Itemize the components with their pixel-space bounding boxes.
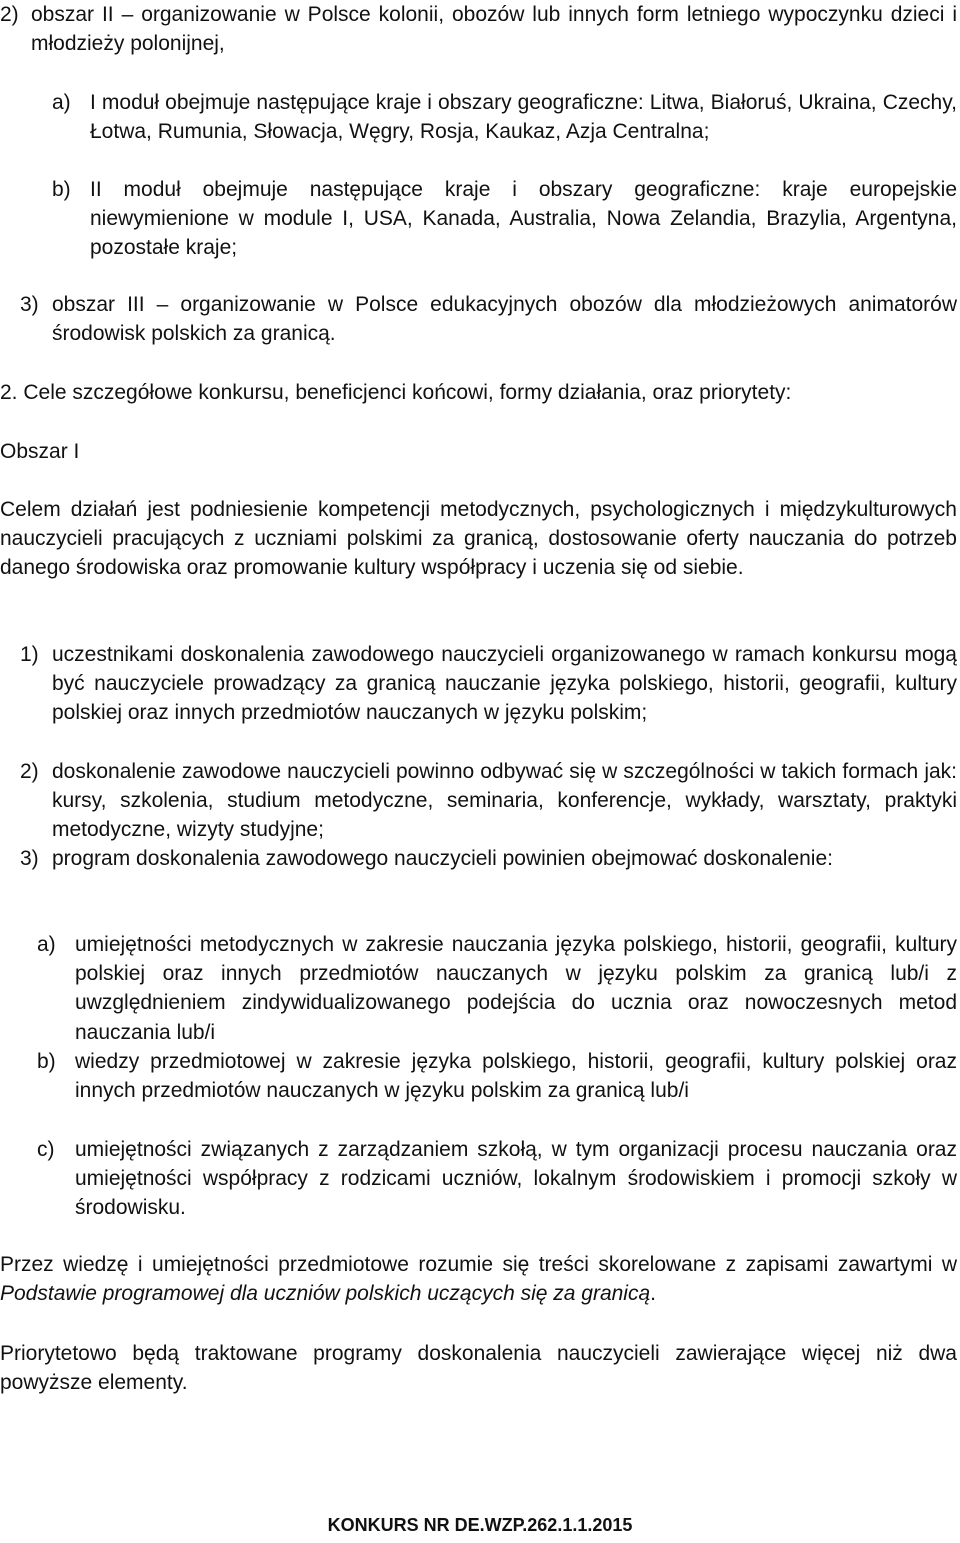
numbered-item-1	[20, 640, 957, 728]
numbered-item-3-number: 3)	[20, 847, 39, 870]
numbered-item-2-number: 2)	[20, 760, 39, 783]
section-2-heading: 2. Cele szczegółowe konkursu, beneficjenci końcowi, formy działania, oraz priorytety:	[0, 381, 792, 404]
lettered-item-b-letter: b)	[37, 1050, 56, 1073]
lettered-item-b-text: wiedzy przedmiotowej w zakresie języka polskiego, historii, geografii, kultury polskiej oraz innych przedmiotów nauczanych w języku polskim za granicą lub/i	[75, 1050, 957, 1103]
numbered-item-2-text: doskonalenie zawodowe nauczycieli powinno odbywać się w szczególności w takich formach jak: kursy, szkolenia, studium metodyczne, seminaria, konferencje, wykłady, warsztaty, praktyki metodyczne, wizyty studyjne;	[52, 760, 957, 842]
podstawa-programowa-title: Podstawie programowej dla uczniów polskich uczących się za granicą	[0, 1282, 651, 1306]
priorytet-paragraph: Priorytetowo będą traktowane programy doskonalenia nauczycieli zawierające więcej niż dwa powyższe elementy.	[0, 1342, 957, 1395]
numbered-item-1-text: uczestnikami doskonalenia zawodowego nauczycieli organizowanego w ramach konkursu mogą być nauczyciele prowadzący za granicą nauczanie języka polskiego, historii, geografii, kultury polskiej oraz innych przedmiotów nauczanych w języku polskim;	[52, 643, 957, 725]
obszar-2-item	[0, 0, 957, 58]
numbered-item-3	[20, 844, 957, 873]
obszar-2-text: obszar II – organizowanie w Polsce kolonii, obozów lub innych form letniego wypoczynku dzieci i młodzieży polonijnej,	[31, 3, 957, 56]
obszar-2-number: 2)	[0, 3, 19, 26]
przez-text-after: .	[650, 1282, 656, 1306]
footer-contest-number: KONKURS NR DE.WZP.262.1.1.2015	[327, 1515, 633, 1535]
numbered-item-2	[20, 757, 957, 845]
obszar-3-item	[20, 290, 957, 348]
item-a-letter: a)	[52, 91, 71, 114]
lettered-item-b	[37, 1047, 957, 1105]
item-b-letter: b)	[52, 178, 71, 201]
obszar-2-item-a	[52, 88, 957, 146]
lettered-item-c	[37, 1135, 957, 1223]
item-a-text: I moduł obejmuje następujące kraje i obszary geograficzne: Litwa, Białoruś, Ukraina, Czechy, Łotwa, Rumunia, Słowacja, Węgry, Rosja, Kaukaz, Azja Centralna;	[90, 91, 957, 144]
lettered-item-c-letter: c)	[37, 1138, 55, 1161]
obszar-3-text: obszar III – organizowanie w Polsce edukacyjnych obozów dla młodzieżowych animatorów środowisk polskich za granicą.	[52, 293, 957, 346]
lettered-item-a-letter: a)	[37, 933, 56, 956]
przez-paragraph	[0, 1250, 957, 1308]
numbered-item-1-number: 1)	[20, 643, 39, 666]
przez-text-before: Przez wiedzę i umiejętności przedmiotowe rozumie się treści skorelowane z zapisami zawartymi w	[0, 1253, 957, 1276]
obszar-3-number: 3)	[20, 293, 39, 316]
obszar-1-heading: Obszar I	[0, 440, 80, 463]
lettered-item-a-text: umiejętności metodycznych w zakresie nauczania języka polskiego, historii, geografii, kultury polskiej oraz innych przedmiotów nauczanych w języku polskim za granicą lub/i z uwzględnieniem zindywidualizowanego podejścia do ucznia oraz nowoczesnych metod nauczania lub/i	[75, 933, 957, 1044]
item-b-text: II moduł obejmuje następujące kraje i obszary geograficzne: kraje europejskie niewymienione w module I, USA, Kanada, Australia, Nowa Zelandia, Brazylia, Argentyna, pozostałe kraje;	[90, 178, 957, 260]
celem-paragraph: Celem działań jest podniesienie kompetencji metodycznych, psychologicznych i międzykulturowych nauczycieli pracujących z uczniami polskimi za granicą, dostosowanie oferty nauczania do potrzeb danego środowiska oraz promowanie kultury współpracy i uczenia się od siebie.	[0, 498, 957, 580]
lettered-item-c-text: umiejętności związanych z zarządzaniem szkołą, w tym organizacji procesu nauczania oraz umiejętności współpracy z rodzicami uczniów, lokalnym środowiskiem i promocji szkoły w środowisku.	[75, 1138, 957, 1220]
lettered-item-a	[37, 930, 957, 1047]
numbered-item-3-text: program doskonalenia zawodowego nauczycieli powinien obejmować doskonalenie:	[52, 847, 833, 870]
obszar-2-item-b	[52, 175, 957, 263]
